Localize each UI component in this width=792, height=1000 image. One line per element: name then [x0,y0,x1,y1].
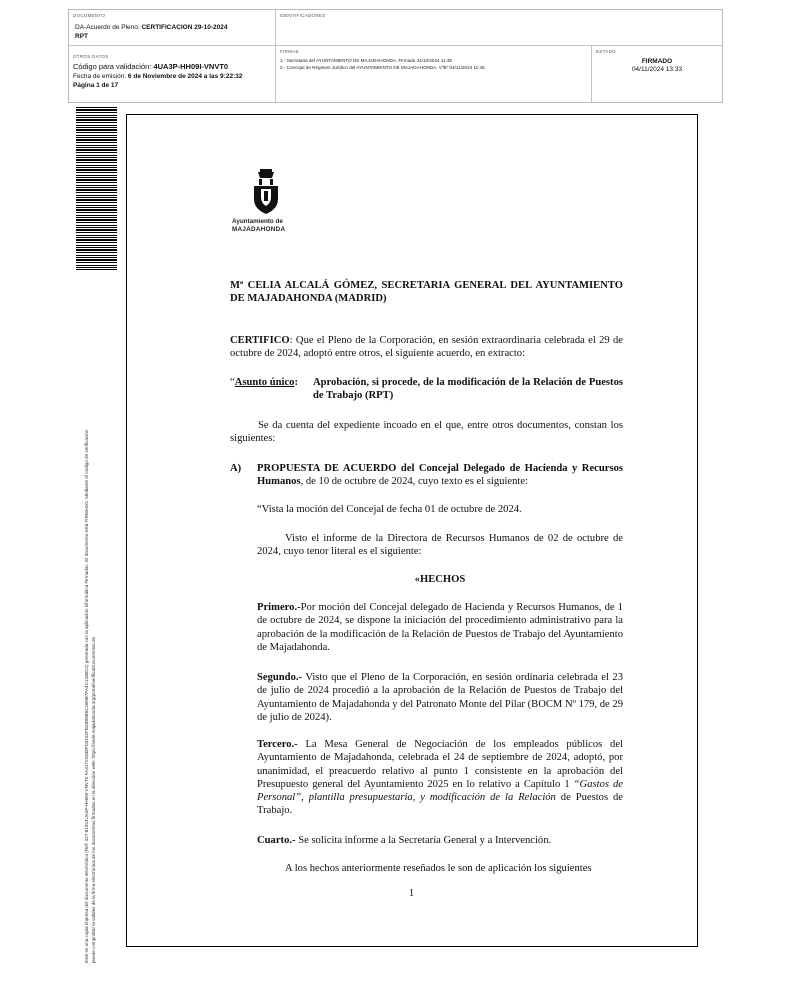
barcode [76,107,117,270]
documento-value-rpt: RPT [75,33,88,40]
firma-1: 1.- Secretaria del AYUNTAMIENTO DE MAJADAHONDA. Firmado 31/10/2024 11:35 [280,58,452,63]
asunto-text: Aprobación, si procede, de la modificación de la Relación de Puestos de Trabajo (RPT) [313,377,623,402]
logo-line-2: MAJADAHONDA [232,226,286,233]
certifico-paragraph: CERTIFICO: Que el Pleno de la Corporación, en sesión extraordinaria celebrada el 29 de octubre de 2024, adoptó entre otros, el siguiente acuerdo, en extracto: [230,335,623,360]
fecha-emision: Fecha de emisión: 6 de Noviembre de 2024 a las 9:22:32 [73,73,243,80]
identificadores-label: IDENTIFICADORES [280,13,326,18]
certificate-heading: Mª CELIA ALCALÁ GÓMEZ, SECRETARIA GENERAL DEL AYUNTAMIENTO DE MAJADAHONDA (MADRID) [230,280,623,305]
se-da-cuenta-paragraph: Se da cuenta del expediente incoado en el que, entre otros documentos, constan los siguientes: [230,420,623,445]
documento-label: DOCUMENTO [73,13,106,18]
section-a-label: A) [230,463,242,474]
crest-icon [249,167,283,215]
vista-paragraph: “Vista la moción del Concejal de fecha 01 de octubre de 2024. [257,504,522,515]
document-header [68,9,723,103]
codigo-validacion: Código para validación: 4UA3P-HH09I-VNVT0 [73,62,229,71]
otros-datos-label: OTROS DATOS [73,54,109,59]
firma-2: 2.- Concejal de Régimen Jurídico del AYUNTAMIENTO DE MAJADAHONDA. VºBº 04/11/2024 11:46 [280,65,485,70]
estado-cell [592,46,722,102]
otros-datos-cell [69,46,276,102]
visto-paragraph: Visto el informe de la Directora de Recursos Humanos de 02 de octubre de 2024, cuyo tenor literal es el siguiente: [257,533,623,558]
cuarto-paragraph: Cuarto.- Se solicita informe a la Secretaría General y a Intervención. [257,835,552,846]
pagina-label: Página 1 de 17 [73,82,119,89]
side-verification-text-1: Este es una copia impresa del documento electrónico (Ref: 327-81924UA3P-HH09I-VNVT0 FA31722838FD3152FB2B89B5C1B9B7FA4C1436C2) generada con la aplicación informática Firmadoc. El documento está FIRMADO. Mediante el código de verificación [84,429,89,963]
estado-label: ESTADO [596,49,616,54]
page-number: 1 [408,888,415,899]
a-los-hechos-paragraph: A los hechos anteriormente reseñados le son de aplicación los siguientes [285,863,592,874]
identificadores-cell [276,10,722,46]
segundo-paragraph: Segundo.- Visto que el Pleno de la Corporación, en sesión ordinaria celebrada el 23 de julio de 2024 procedió a la aprobación de la Relación de Puestos de Trabajo del Ayuntamiento de Majadahonda y del Patronato Monte del Pilar (BOCM Nº 179, de 29 de julio de 2024). [257,672,623,723]
documento-value: DA-Acuerdo de Pleno: CERTIFICACION 29-10-2024 [75,24,228,31]
section-a-paragraph: PROPUESTA DE ACUERDO del Concejal Delegado de Hacienda y Recursos Humanos, de 10 de octubre de 2024, cuyo texto es el siguiente: [257,463,623,488]
primero-paragraph: Primero.-Por moción del Concejal delegado de Hacienda y Recursos Humanos, de 1 de octubre de 2024, se dispone la iniciación del procedimiento administrativo para la aprobación de la modificación de la Relación de Puestos de Trabajo del Ayuntamiento de Majadahonda. [257,602,623,653]
asunto-label: “Asunto único: [230,377,298,388]
firmas-cell [276,46,592,102]
estado-date: 04/11/2024 13:33 [631,66,683,73]
document-page [126,114,698,947]
side-verification-text-2: puede comprobar la validez de la firma electrónica de los documentos firmados en la dirección web: https://sede.majadahonda.org/portal/verificaDocumentos.do [91,636,96,963]
logo-line-1: Ayuntamiento de [232,218,283,225]
documento-cell [69,10,276,46]
estado-value: FIRMADO [641,58,673,65]
hechos-heading: «HECHOS [414,574,466,585]
firmas-label: FIRMAS [280,49,299,54]
tercero-paragraph: Tercero.- La Mesa General de Negociación de los empleados públicos del Ayuntamiento de Majadahonda, celebrada el 24 de septiembre de 2024, adoptó, por unanimidad, el preacuerdo relativo al punto 1 consistente en la aprobación del Presupuesto general del Ayuntamiento 2025 en lo relativo a Capítulo 1 “Gastos de Personal”, plantilla presupuestaria, y modificación de la Relación de Puestos de Trabajo. [257,739,623,817]
